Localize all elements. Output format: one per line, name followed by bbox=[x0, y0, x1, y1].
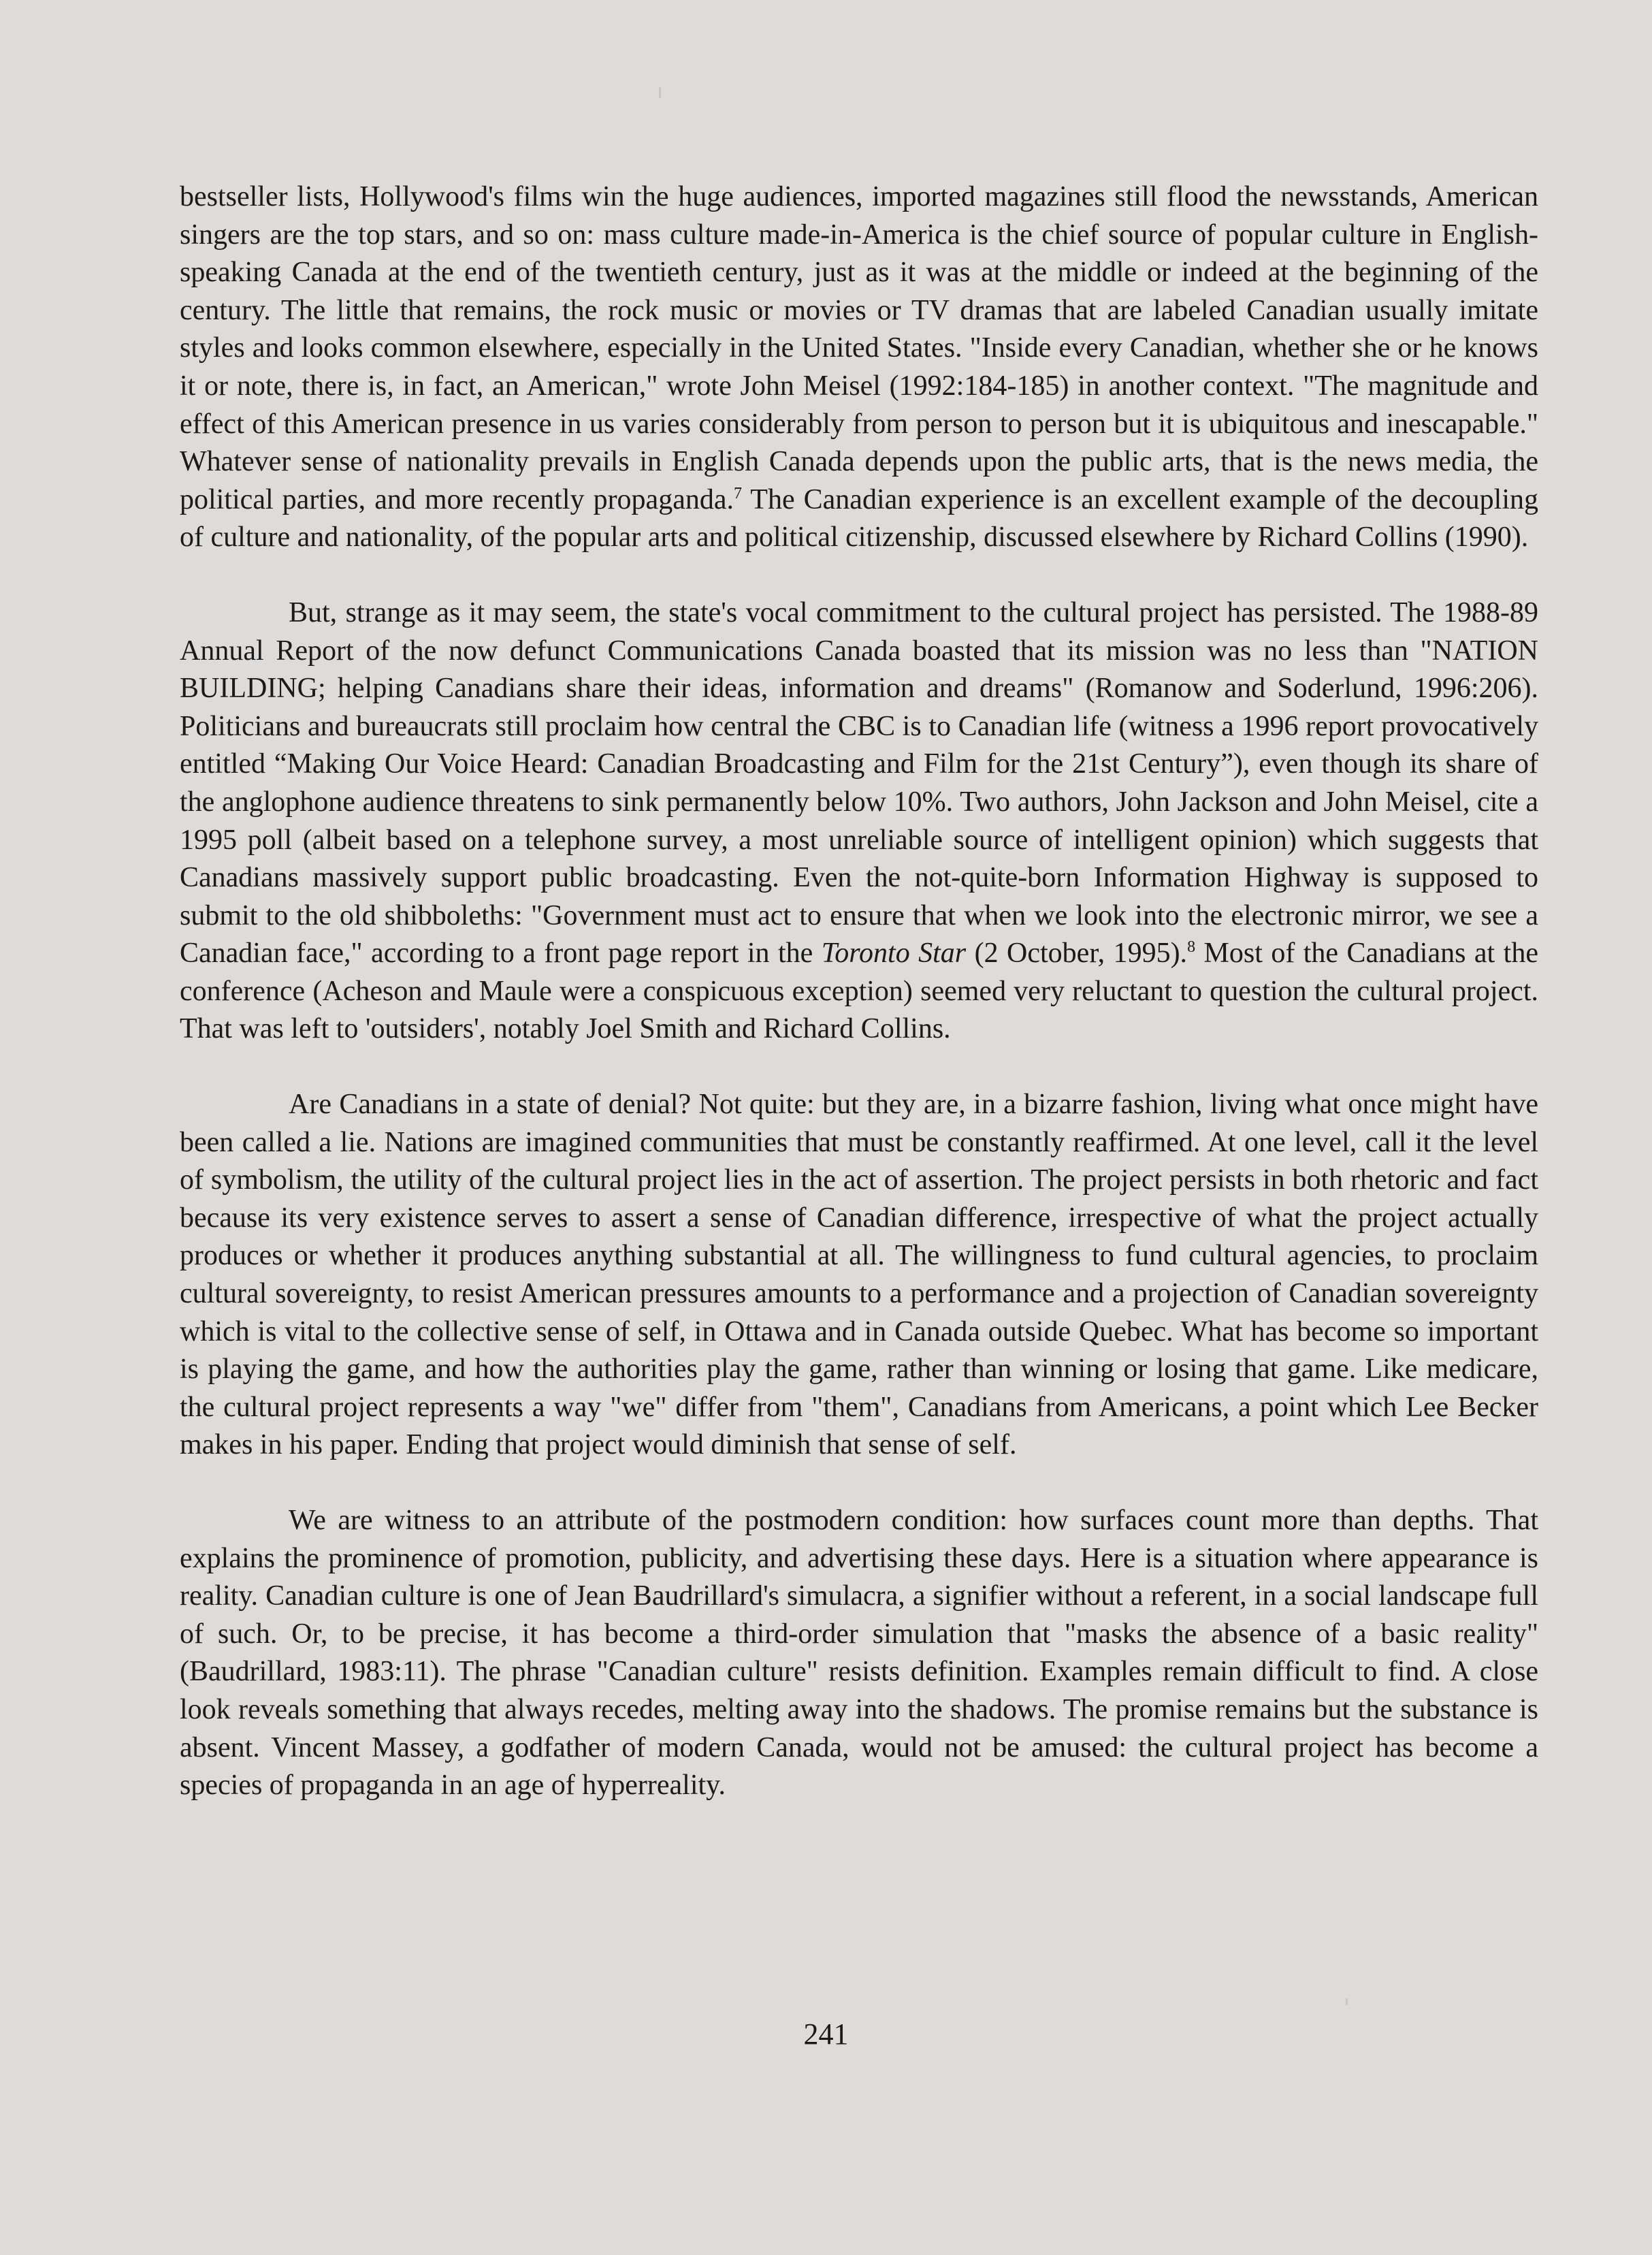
text-run: Are Canadians in a state of denial? Not quite: but they are, in a bizarre fashion, living what once might have been called a lie. Nations are imagined communities that must be constantly reaffirmed. At one level, call it the level of symbolism, the utility of the cultural project lies in the act of assertion. The project persists in both rhetoric and fact because its very existence serves to assert a sense of Canadian difference, irrespective of what the project actually produces or whether it produces anything substantial at all. The willingness to fund cultural agencies, to proclaim cultural sovereignty, to resist American pressures amounts to a performance and a projection of Canadian sovereignty which is vital to the collective sense of self, in Ottawa and in Canada outside Quebec. What has become so important is playing the game, and how the authorities play the game, rather than winning or losing that game. Like medicare, the cultural project represents a way "we" differ from "them", Canadians from Americans, a point which Lee Becker makes in his paper. Ending that project would diminish that sense of self. bbox=[180, 1089, 1538, 1461]
paragraph-4 bbox=[180, 1502, 1538, 1805]
text-run: Most of the Canadians at the conference (Acheson and Maule were a conspicuous exception) seemed very reluctant to question the cultural project. That was left to 'outsiders', notably Joel Smith and Richard Collins. bbox=[180, 938, 1538, 1045]
scan-speck bbox=[659, 87, 661, 98]
scan-speck bbox=[1346, 1998, 1348, 2005]
text-run: The Canadian experience is an excellent example of the decoupling of culture and nationality, of the popular arts and political citizenship, discussed elsewhere by Richard Collins (1990). bbox=[180, 483, 1538, 554]
text-run: bestseller lists, Hollywood's films win the huge audiences, imported magazines still flood the newsstands, American singers are the top stars, and so on: mass culture made-in-America is the chief source of popular culture in English-speaking Canada at the end of the twentieth century, just as it was at the middle or indeed at the beginning of the century. The little that remains, the rock music or movies or TV dramas that are labeled Canadian usually imitate styles and looks common elsewhere, especially in the United States. "Inside every Canadian, whether she or he knows it or note, there is, in fact, an American," wrote John Meisel (1992:184-185) in another context. "The magnitude and effect of this American presence in us varies considerably from person to person but it is ubiquitous and inescapable." Whatever sense of nationality prevails in English Canada depends upon the public arts, that is the news media, the political parties, and more recently propaganda. bbox=[180, 181, 1538, 515]
body-text bbox=[180, 178, 1538, 1805]
text-run: (2 October, 1995). bbox=[966, 938, 1188, 970]
footnote-marker: 8 bbox=[1187, 938, 1196, 957]
text-run: We are witness to an attribute of the postmodern condition: how surfaces count more than depths. That explains the prominence of promotion, publicity, and advertising these days. Here is a situation where appearance is reality. Canadian culture is one of Jean Baudrillard's simulacra, a signifier without a referent, in a social landscape full of such. Or, to be precise, it has become a third-order simulation that "masks the absence of a basic reality" (Baudrillard, 1983:11). The phrase "Canadian culture" resists definition. Examples remain difficult to find. A close look reveals something that always recedes, melting away into the shadows. The promise remains but the substance is absent. Vincent Massey, a godfather of modern Canada, would not be amused: the cultural project has become a species of propaganda in an age of hyperreality. bbox=[180, 1505, 1538, 1802]
footnote-marker: 7 bbox=[733, 484, 742, 502]
italic-title: Toronto Star bbox=[821, 938, 967, 970]
page-number: 241 bbox=[803, 2017, 849, 2051]
text-run: But, strange as it may seem, the state's vocal commitment to the cultural project has persisted. The 1988-89 Annual Report of the now defunct Communications Canada boasted that its mission was no less than "NATION BUILDING; helping Canadians share their ideas, information and dreams" (Romanow and Soderlund, 1996:206). Politicians and bureaucrats still proclaim how central the CBC is to Canadian life (witness a 1996 report provocatively entitled “Making Our Voice Heard: Canadian Broadcasting and Film for the 21st Century”), even though its share of the anglophone audience threatens to sink permanently below 10%. Two authors, John Jackson and John Meisel, cite a 1995 poll (albeit based on a telephone survey, a most unreliable source of intelligent opinion) which suggests that Canadians massively support public broadcasting. Even the not-quite-born Information Highway is supposed to submit to the old shibboleths: "Government must act to ensure that when we look into the electronic mirror, we see a Canadian face," according to a front page report in the bbox=[180, 596, 1538, 970]
paragraph-1 bbox=[180, 178, 1538, 557]
paragraph-3 bbox=[180, 1086, 1538, 1465]
paragraph-2 bbox=[180, 594, 1538, 1049]
